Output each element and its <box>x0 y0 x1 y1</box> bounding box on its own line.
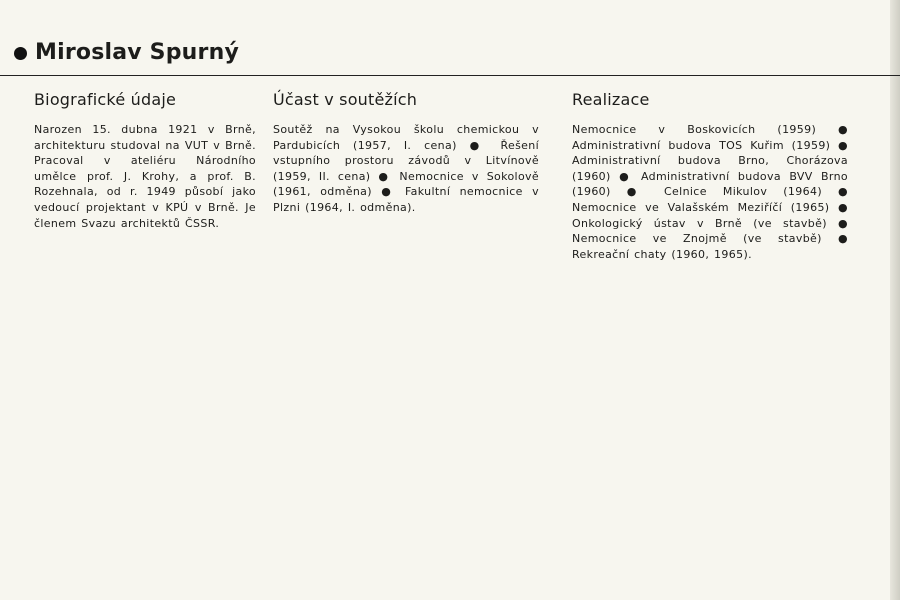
bullet-icon <box>14 47 27 60</box>
column-heading: Biografické údaje <box>34 90 177 109</box>
page-edge <box>890 0 900 600</box>
column-realizations <box>572 90 848 262</box>
column-text: Narozen 15. dubna 1921 v Brně, architekturu studoval na VUT v Brně. Pracoval v ateliéru Národního umělce prof. J. Krohy, a prof. B. Rozehnala, od r. 1949 působí jako vedoucí projektant v KPÚ v Brně. Je členem Svazu architektů ČSSR. <box>34 123 256 230</box>
column-heading: Realizace <box>572 90 650 109</box>
page-title: Miroslav Spurný <box>35 40 239 65</box>
column-text: Soutěž na Vysokou školu chemickou v Pardubicích (1957, I. cena) ● Řešení vstupního prostoru závodů v Litvínově (1959, II. cena) ● Nemocnice v Sokolově (1961, odměna) ● Fakultní nemocnice v Plzni (1964, I. odměna). <box>273 123 539 214</box>
section-header <box>14 40 239 65</box>
title-rule <box>0 75 900 76</box>
column-text: Nemocnice v Boskovicích (1959) ● Administrativní budova TOS Kuřim (1959) ● Administrativní budova Brno, Chorázova (1960) ● Administrativní budova BVV Brno (1960) ● Celnice Mikulov (1964) ● Nemocnice ve Valašském Meziříčí (1965) ● Onkologický ústav v Brně (ve stavbě) ● Nemocnice ve Znojmě (ve stavbě) ● Rekreační chaty (1960, 1965). <box>572 123 848 261</box>
column-heading: Účast v soutěžích <box>273 90 418 109</box>
column-competitions <box>273 90 539 216</box>
column-biography <box>34 90 256 231</box>
